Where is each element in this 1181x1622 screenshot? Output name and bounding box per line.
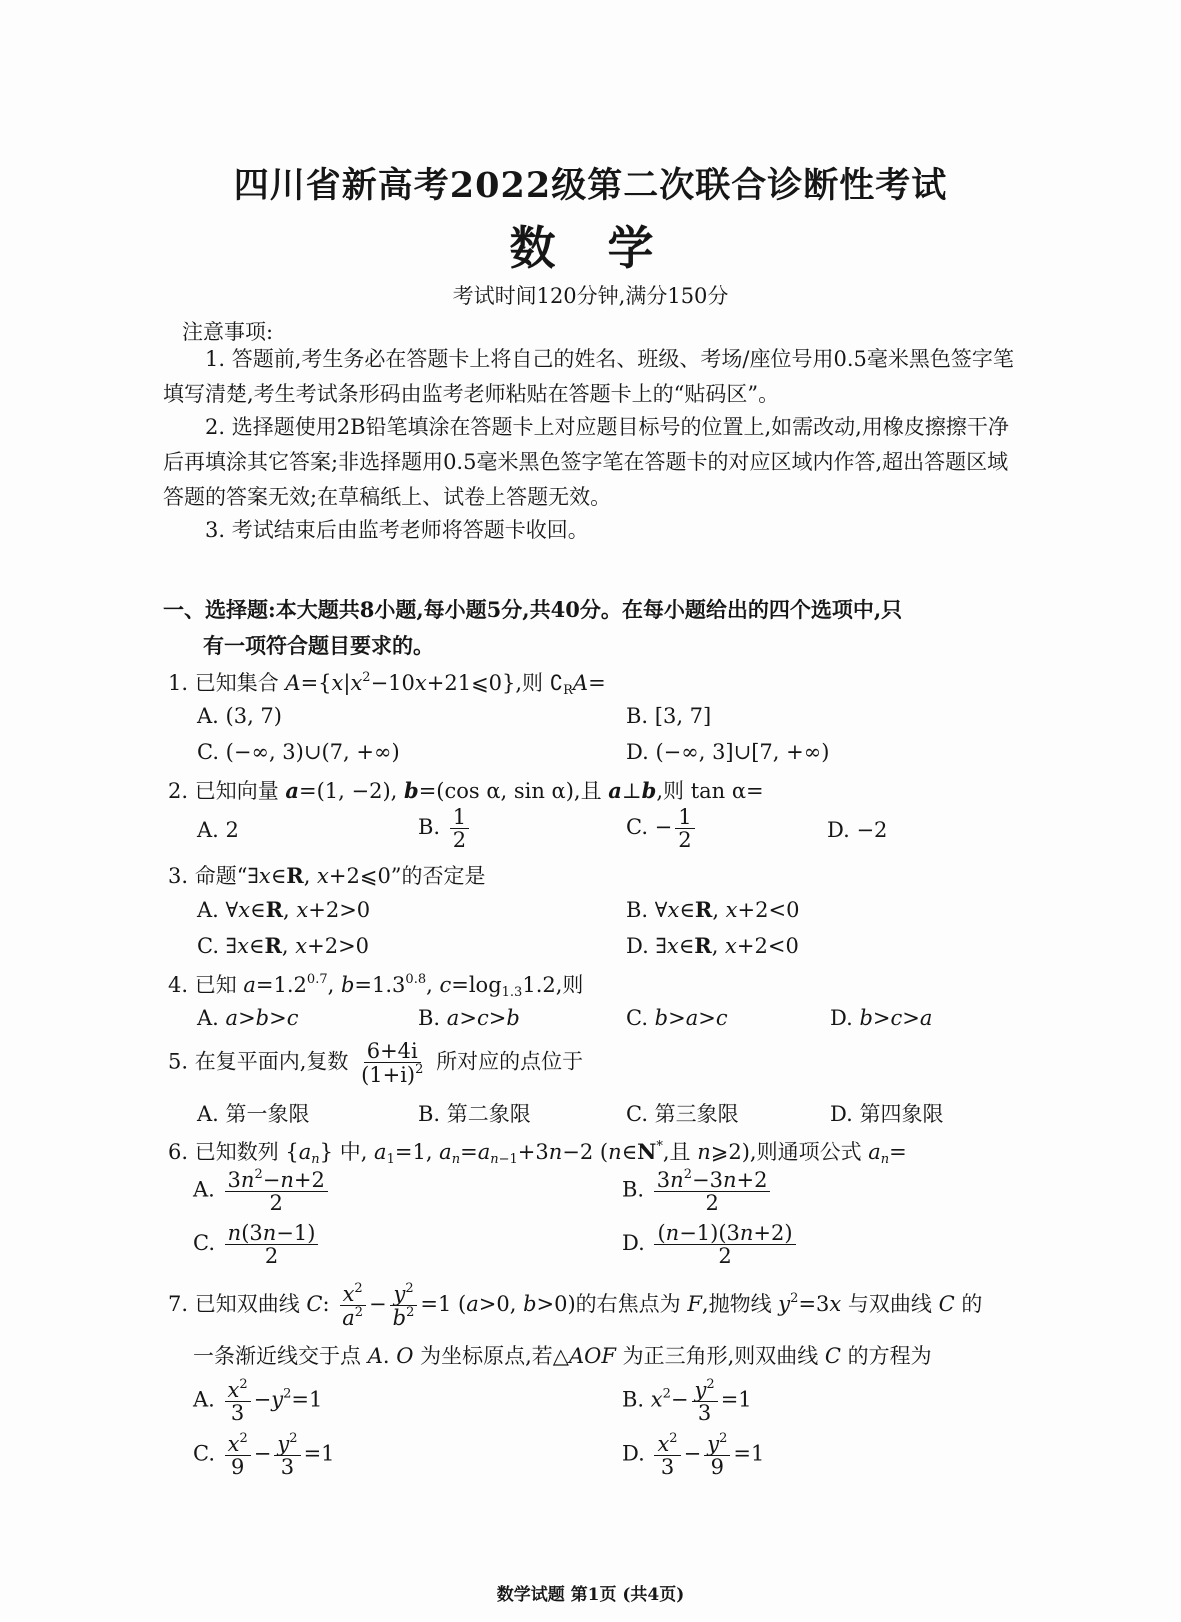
section-heading xyxy=(163,592,1023,664)
question-2-stem: 2. 已知向量 a=(1, −2), b=(cos α, sin α),且 a⊥b,则 tan α= xyxy=(168,778,764,803)
question-7-option-a: A. $\frac{x^2}{3}$ $-y^2=1$ xyxy=(193,1377,323,1426)
question-3-option-a: A. ∀x∈R, x+2>0 xyxy=(197,897,371,922)
question-5-option-c: C. 第三象限 xyxy=(626,1102,739,1126)
question-7-option-d: D. $\frac{x^2}{3}$ − $\frac{y^2}{9}$ =1 xyxy=(622,1431,765,1480)
question-4-option-c: C. b>a>c xyxy=(626,1006,728,1030)
question-1-option-d: D. (−∞, 3]∪[7, +∞) xyxy=(626,740,830,764)
exam-title: 四川省新高考2022级第二次联合诊断性考试 xyxy=(233,165,948,206)
question-5-option-a: A. 第一象限 xyxy=(197,1102,310,1126)
question-4-option-d: D. b>c>a xyxy=(830,1006,933,1030)
question-5-stem: 5. 在复平面内,复数 $\frac{6+4i}{(1+i)^2}$ 所对应的点位于 xyxy=(168,1039,584,1088)
question-4-option-a: A. a>b>c xyxy=(197,1006,299,1030)
question-5-option-b: B. 第二象限 xyxy=(418,1102,531,1126)
question-6-option-d: D. $\frac{(n-1)(3n+2)}{2}$ xyxy=(622,1222,799,1267)
section-heading-line1: 一、选择题:本大题共8小题,每小题5分,共40分。在每小题给出的四个选项中,只 xyxy=(163,597,903,622)
note-item-1: 1. 答题前,考生务必在答题卡上将自己的姓名、班级、考场/座位号用0.5毫米黑色签字笔填写清楚,考生考试条形码由监考老师粘贴在答题卡上的“贴码区”。 xyxy=(163,347,1014,406)
notes-heading: 注意事项: xyxy=(182,320,274,344)
question-7-option-c: C. $\frac{x^2}{9}$ − $\frac{y^2}{3}$ =1 xyxy=(193,1431,335,1480)
question-1-stem: 1. 已知集合 $A=\{x|x^2-10x+21⩽0\}$,则 $∁_RA=$ xyxy=(168,670,606,698)
question-3-option-b: B. ∀x∈R, x+2<0 xyxy=(626,897,800,922)
question-2-option-b: B. $\frac{1}{2}$ xyxy=(418,806,472,851)
question-1-option-c: C. (−∞, 3)∪(7, +∞) xyxy=(197,740,400,764)
subject-title: 数 学 xyxy=(509,221,672,275)
note-item-2: 2. 选择题使用2B铅笔填涂在答题卡上对应题目标号的位置上,如需改动,用橡皮擦擦干净后再填涂其它答案;非选择题用0.5毫米黑色签字笔在答题卡的对应区域内作答,超出答题区域答题的答案无效;在草稿纸上、试卷上答题无效。 xyxy=(163,415,1009,509)
question-2-option-a: A. 2 xyxy=(197,818,239,842)
question-2-option-c: C. − $\frac{1}{2}$ xyxy=(626,806,698,851)
question-4-option-b: B. a>c>b xyxy=(418,1006,520,1030)
question-1-option-a: A. (3, 7) xyxy=(197,704,282,728)
question-2-option-d: D. −2 xyxy=(827,818,888,842)
page-footer: 数学试题 第1页 (共4页) xyxy=(496,1585,685,1605)
question-6-stem: 6. 已知数列 $\{a_n\}$ 中, $a_1=1$, $a_n=a_{n-1}+3n-2$ (n∈N*,且 n⩾2),则通项公式 $a_n=$ xyxy=(168,1139,907,1167)
question-6-option-c: C. $\frac{n(3n-1)}{2}$ xyxy=(193,1222,321,1267)
note-item-3: 3. 考试结束后由监考老师将答题卡收回。 xyxy=(205,518,589,542)
question-7-option-b: B. $x^2-$ $\frac{y^2}{3}$ =1 xyxy=(622,1377,752,1426)
question-6-option-a: A. $\frac{3n^2-n+2}{2}$ xyxy=(193,1168,331,1214)
question-3-option-d: D. ∃x∈R, x+2<0 xyxy=(626,933,799,958)
question-1-option-b: B. [3, 7] xyxy=(626,704,712,728)
question-3-option-c: C. ∃x∈R, x+2>0 xyxy=(197,933,370,958)
question-4-stem: 4. 已知 $a=1.2^{0.7}$, $b=1.3^{0.8}$, $c=\log_{1.3}1.2$,则 xyxy=(168,972,584,1000)
question-7-stem-line1: 7. 已知双曲线 C: $\frac{x^2}{a^2}$ − $\frac{y^2}{b^2}$ =1 (a>0, b>0)的右焦点为 F,抛物线 $y^2=3x$ 与双曲线 C 的 xyxy=(168,1281,983,1331)
question-5-option-d: D. 第四象限 xyxy=(830,1102,944,1126)
exam-info: 考试时间120分钟,满分150分 xyxy=(452,284,729,308)
question-6-option-b: B. $\frac{3n^2-3n+2}{2}$ xyxy=(622,1168,773,1214)
question-3-stem: 3. 命题“∃x∈R, x+2⩽0”的否定是 xyxy=(168,863,486,888)
question-7-stem-line2: 一条渐近线交于点 A. O 为坐标原点,若△AOF 为正三角形,则双曲线 C 的方程为 xyxy=(193,1344,932,1368)
section-heading-line2: 有一项符合题目要求的。 xyxy=(203,633,434,658)
